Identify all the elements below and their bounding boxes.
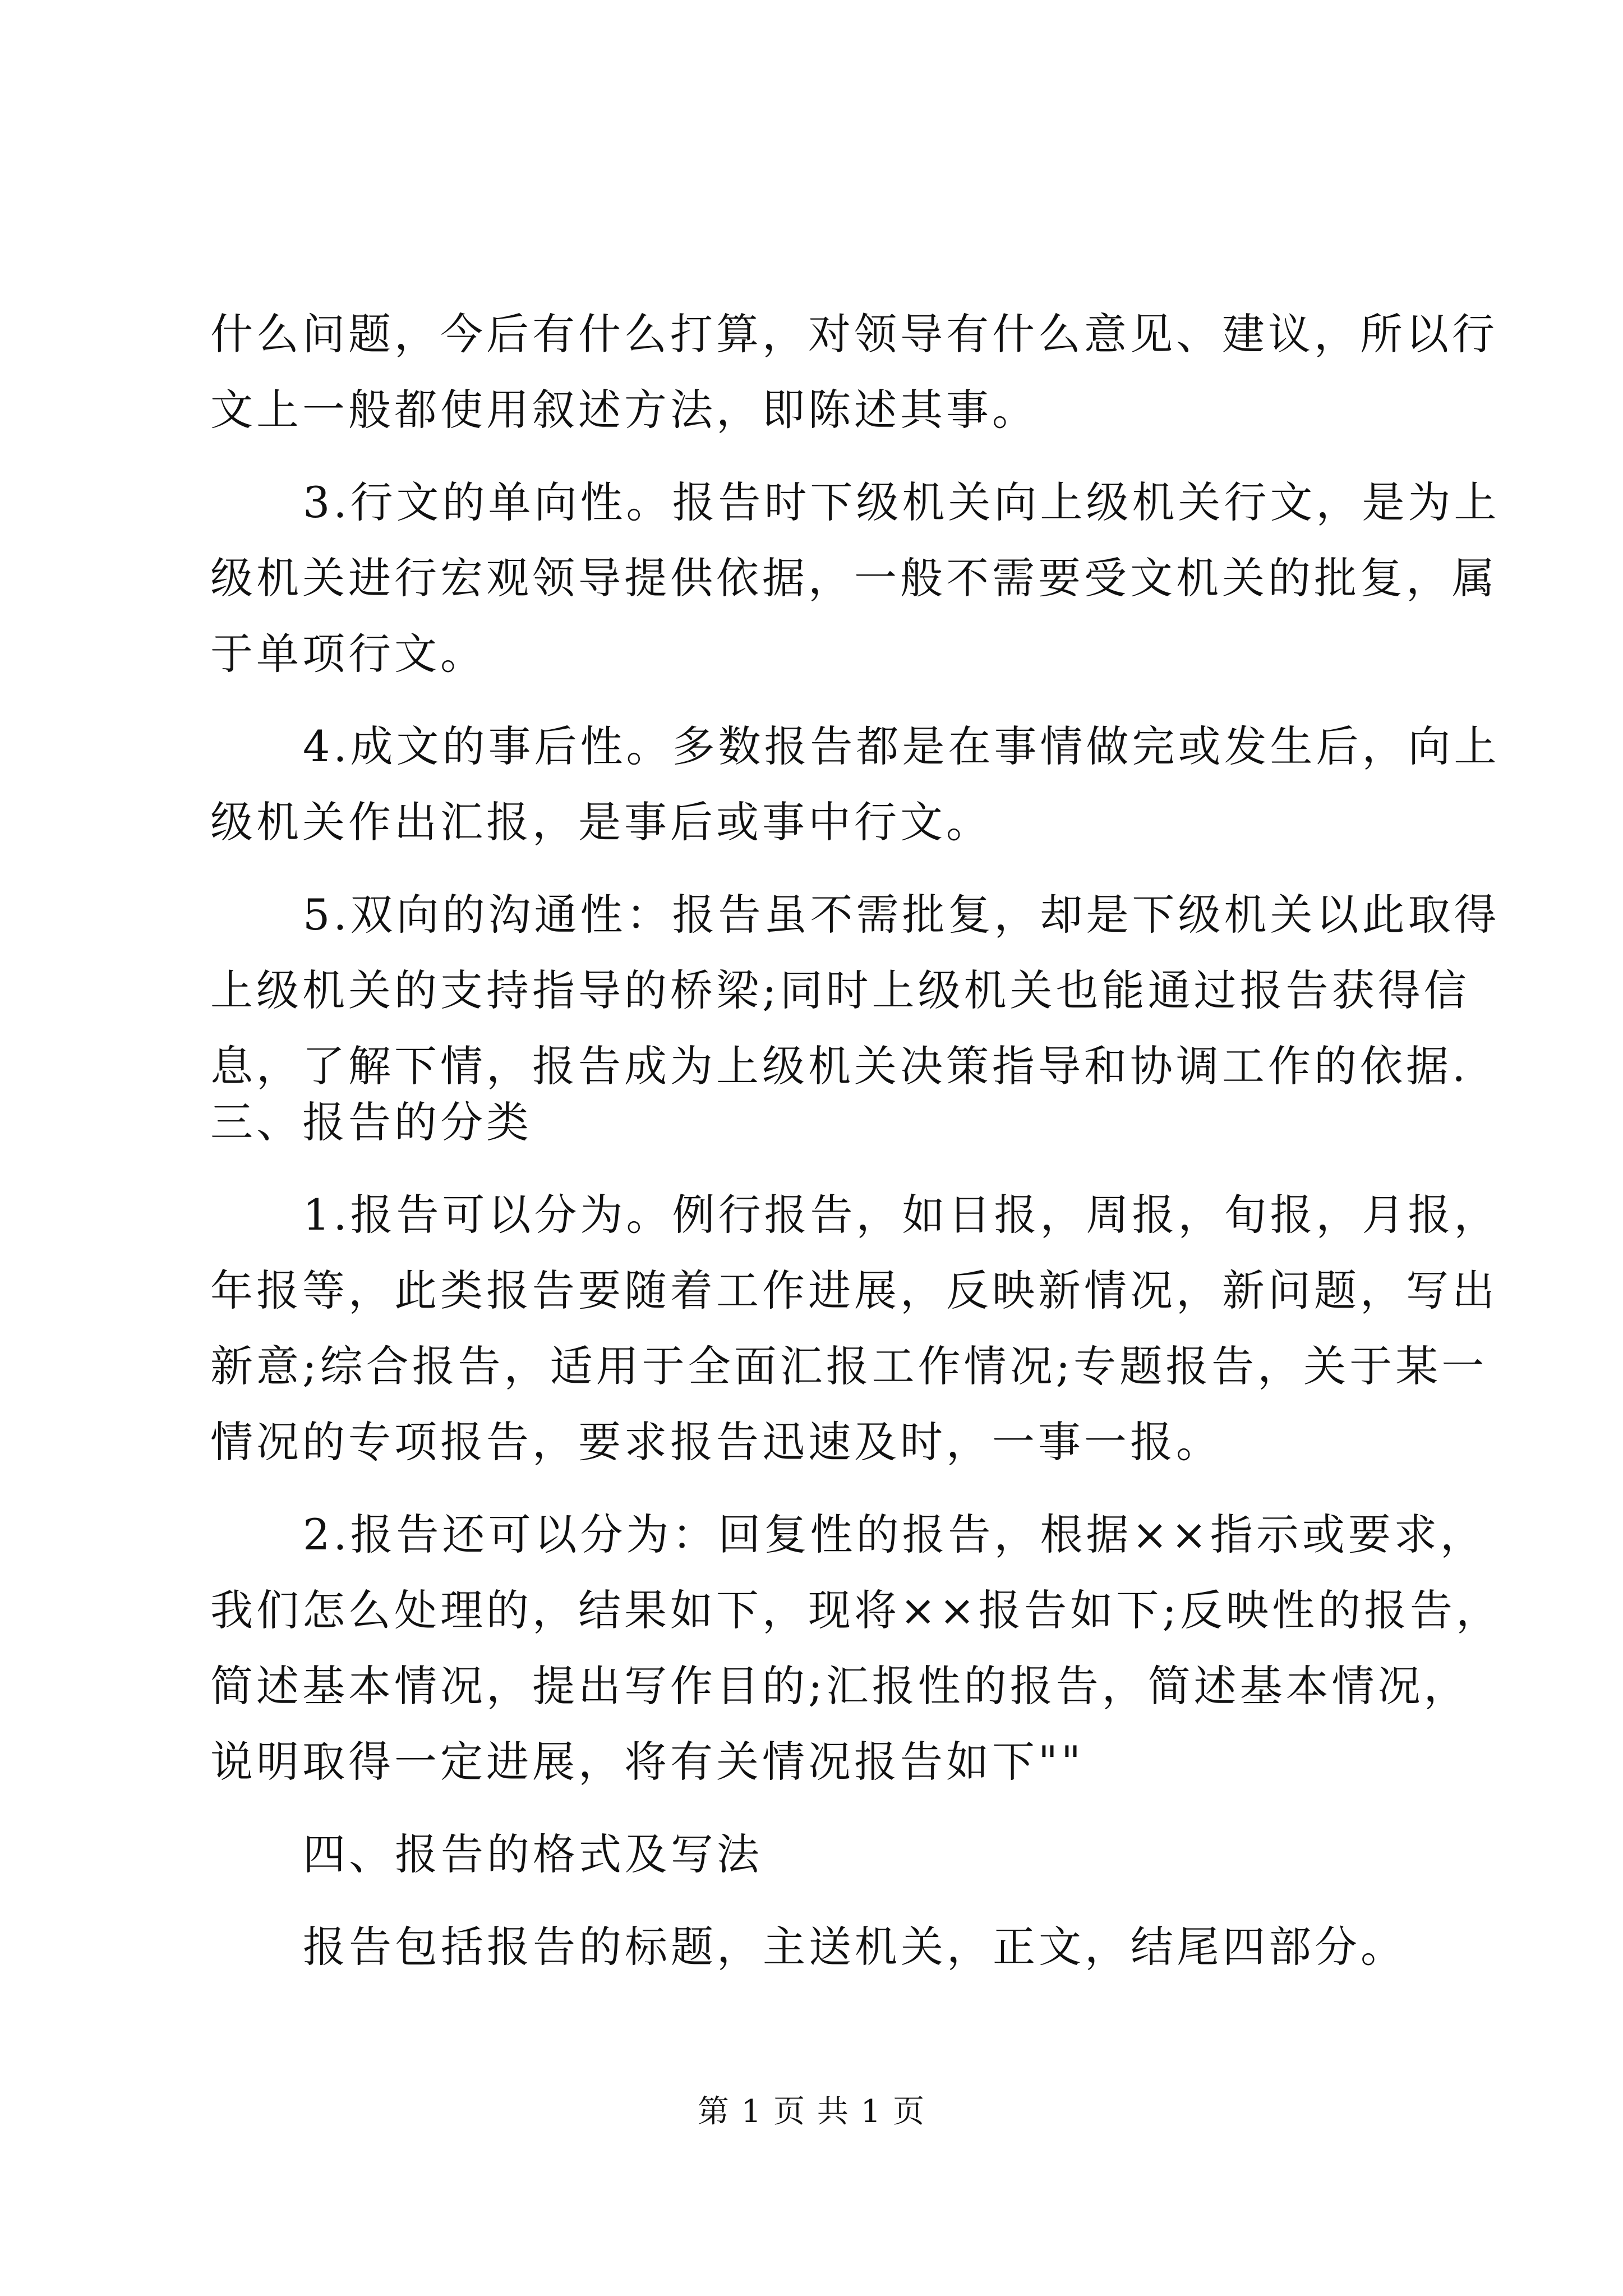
body-text-line: 上级机关的支持指导的桥梁;同时上级机关也能通过报告获得信	[210, 965, 1470, 1015]
body-text-line: 级机关进行宏观领导提供依据，一般不需要受文机关的批复，属	[210, 553, 1498, 603]
list-item-4-text: 4.成文的事后性。多数报告都是在事情做完或发生后，向上	[303, 721, 1500, 771]
body-text-line: 级机关作出汇报，是事后或事中行文。	[210, 797, 992, 847]
page-footer: 第 1 页 共 1 页	[697, 2093, 926, 2130]
body-text-line: 简述基本情况，提出写作目的;汇报性的报告，简述基本情况，	[210, 1661, 1470, 1711]
list-item-5-text: 5.双向的沟通性：报告虽不需批复，却是下级机关以此取得	[303, 890, 1500, 940]
body-text-line: 情况的专项报告，要求报告迅速及时，一事一报。	[210, 1417, 1222, 1467]
list-item-1-text: 1.报告可以分为。例行报告，如日报，周报，旬报，月报，	[303, 1190, 1500, 1240]
body-text-line: 报告包括报告的标题，主送机关，正文，结尾四部分。	[303, 1922, 1407, 1972]
list-item-3-text: 3.行文的单向性。报告时下级机关向上级机关行文，是为上	[303, 477, 1500, 527]
body-text-line: 什么问题，今后有什么打算，对领导有什么意见、建议，所以行	[210, 309, 1498, 359]
body-text-line: 新意;综合报告，适用于全面汇报工作情况;专题报告，关于某一	[210, 1341, 1488, 1391]
body-text-line: 文上一般都使用叙述方法，即陈述其事。	[210, 385, 1038, 435]
body-text-line: 息，了解下情，报告成为上级机关决策指导和协调工作的依据.	[210, 1041, 1469, 1091]
body-text-line: 于单项行文。	[210, 629, 486, 679]
section-heading-3: 三、报告的分类	[210, 1097, 532, 1147]
list-item-2-text: 2.报告还可以分为：回复性的报告，根据××指示或要求，	[303, 1510, 1486, 1559]
body-text-line: 年报等，此类报告要随着工作进展，反映新情况，新问题，写出	[210, 1266, 1498, 1315]
section-heading-4: 四、报告的格式及写法	[303, 1829, 763, 1879]
body-text-line: 我们怎么处理的，结果如下，现将××报告如下;反映性的报告，	[210, 1585, 1502, 1635]
body-text-line: 说明取得一定进展，将有关情况报告如下""	[210, 1737, 1084, 1787]
